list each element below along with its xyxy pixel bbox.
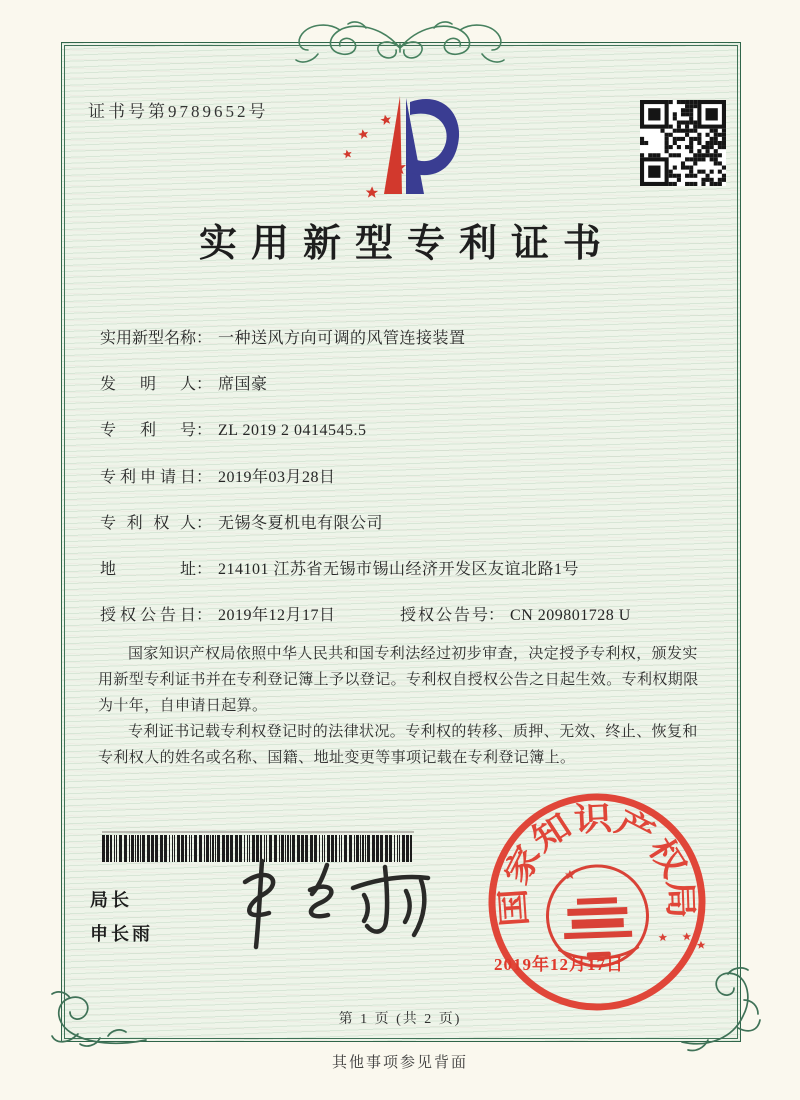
field-row-grant: [100, 602, 720, 626]
certificate-number: 证书号第9789652号: [88, 102, 269, 121]
field-value: 无锡冬夏机电有限公司: [218, 515, 384, 532]
president-signature-icon: [215, 855, 445, 955]
field-label: 授权公告日: [100, 607, 196, 624]
field-row-filing-date: 专利申请日： 2019年03月28日: [100, 464, 720, 488]
field-row-name: 实用新型名称： 一种送风方向可调的风管连接装置: [100, 325, 720, 349]
field-label: 专利申请日: [100, 469, 196, 486]
field-label: 实用新型名称: [100, 330, 197, 347]
seal-text: 国家知识产权局: [496, 801, 698, 928]
field-row-patent-no: 专 利 号： ZL 2019 2 0414545.5: [100, 417, 720, 441]
field-row-patentee: 专 利 权 人： 无锡冬夏机电有限公司: [100, 510, 720, 534]
grant-number-pair: 授权公告号： CN 209801728 U: [400, 602, 631, 625]
field-label: 授权公告号: [400, 607, 491, 624]
cnipa-logo-icon: [336, 88, 466, 203]
field-label: 地 址: [100, 561, 196, 578]
field-value: ZL 2019 2 0414545.5: [218, 422, 367, 439]
field-value: 214101 江苏省无锡市锡山经济开发区友谊北路1号: [218, 561, 580, 578]
body-paragraph-1: 国家知识产权局依照中华人民共和国专利法经过初步审查，决定授予专利权，颁发实用新型专利证书并在专利登记簿上予以登记。专利权自授权公告之日起生效。专利权期限为十年，自申请日起算。: [98, 646, 699, 714]
field-label: 专 利 权 人: [100, 515, 196, 532]
seal-date: 2019年12月17日: [494, 955, 624, 974]
field-value: 2019年12月17日: [218, 607, 336, 624]
back-side-note: 其他事项参见背面: [331, 1055, 468, 1071]
field-label: 专 利 号: [100, 422, 196, 439]
page-number: 第 1 页 (共 2 页): [338, 1012, 462, 1027]
field-value: 一种送风方向可调的风管连接装置: [218, 330, 466, 347]
top-flourish-ornament: [270, 18, 530, 68]
grant-date-pair: 授权公告日： 2019年12月17日: [100, 607, 336, 624]
field-row-address: 地 址： 214101 江苏省无锡市锡山经济开发区友谊北路1号: [100, 556, 720, 580]
field-value: 2019年03月28日: [218, 469, 336, 486]
field-value: CN 209801728 U: [510, 607, 631, 624]
field-row-inventor: 发 明 人： 席国豪: [100, 371, 720, 395]
legal-body-text: [98, 641, 702, 771]
field-label: 发 明 人: [100, 376, 196, 393]
field-value: 席国豪: [218, 376, 268, 393]
qr-code: [640, 100, 726, 186]
signer-name: 申长雨: [90, 924, 153, 944]
certificate-title: 实用新型专利证书: [198, 223, 615, 265]
signer-title: 局长: [90, 890, 132, 910]
body-paragraph-2: 专利证书记载专利权登记时的法律状况。专利权的转移、质押、无效、终止、恢复和专利权人的姓名或名称、国籍、地址变更等事项记载在专利登记簿上。: [98, 724, 698, 766]
